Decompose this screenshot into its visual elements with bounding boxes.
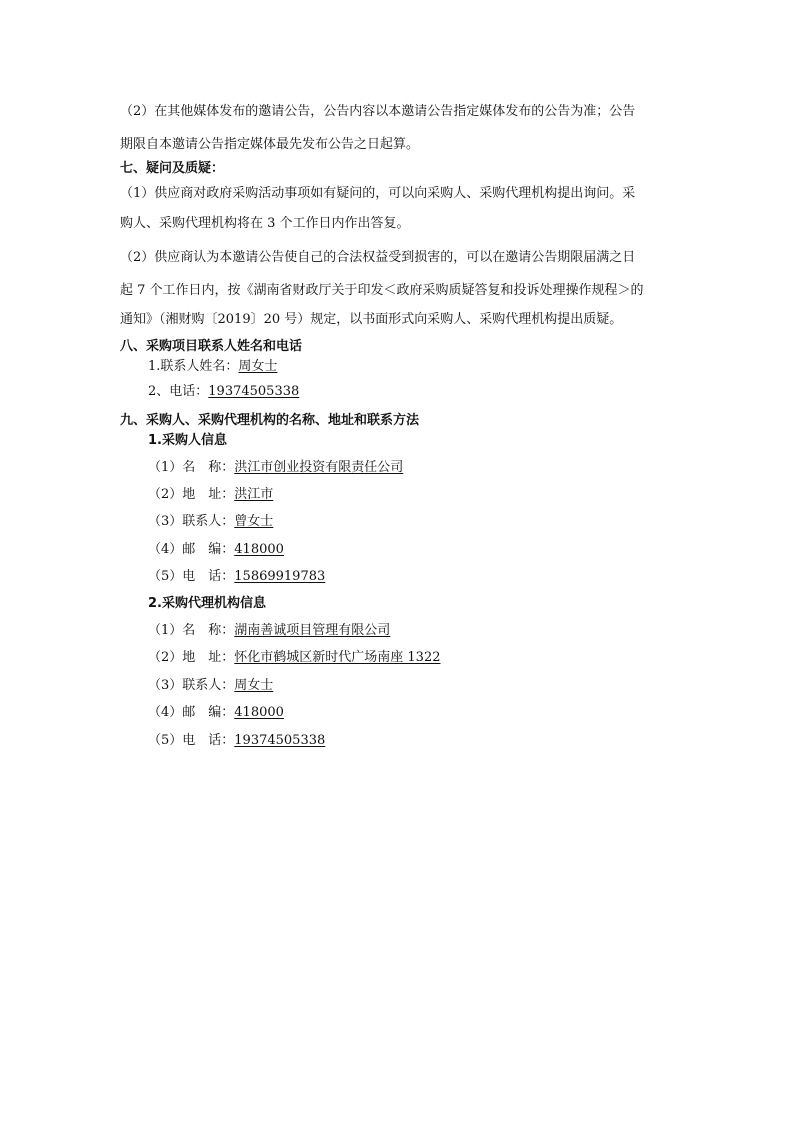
paragraph-line: 通知》（湘财购〔2019〕20 号）规定，以书面形式向采购人、采购代理机构提出质疑。 [120,312,623,327]
purchaser-phone-row [148,568,325,586]
agency-contact-row [148,677,273,695]
purchaser-address-row [148,486,273,504]
section-8-title: 八、采购项目联系人姓名和电话 [120,339,303,354]
field-label: （4）邮 编： [148,705,235,720]
purchaser-info-title: 1.采购人信息 [148,433,227,448]
field-label: （4）邮 编： [148,542,235,557]
paragraph-line: （1）供应商对政府采购活动事项如有疑问的，可以向采购人、采购代理机构提出询问。采 [120,186,636,201]
field-value: 周女士 [234,678,274,693]
contact-phone-label: 2、电话： [148,384,209,399]
field-value: 怀化市鹤城区新时代广场南座 1322 [234,650,441,665]
field-label: （5）电 话： [148,733,235,748]
purchaser-name-row [148,459,403,477]
paragraph-line: 起 7 个工作日内，按《湖南省财政厅关于印发＜政府采购质疑答复和投诉处理操作规程＞的 [120,283,644,298]
field-value: 湖南善诚项目管理有限公司 [234,623,391,638]
field-value: 19374505338 [234,733,326,748]
contact-name-row [148,358,277,376]
agency-phone-row [148,732,325,750]
field-value: 418000 [234,542,284,557]
contact-phone-value: 19374505338 [208,384,300,399]
field-label: （2）地 址： [148,487,235,502]
paragraph-line: 购人、采购代理机构将在 3 个工作日内作出答复。 [120,216,410,231]
field-label: （1）名 称： [148,460,235,475]
field-value: 洪江市 [234,487,274,502]
field-label: （3）联系人： [148,678,235,693]
agency-postcode-row [148,704,284,722]
agency-address-row [148,649,441,667]
field-label: （5）电 话： [148,569,235,584]
contact-name-label: 1.联系人姓名： [148,359,239,374]
section-9-title: 九、采购人、采购代理机构的名称、地址和联系方法 [120,413,420,428]
field-label: （3）联系人： [148,514,235,529]
field-value: 418000 [234,705,284,720]
contact-phone-row [148,383,299,401]
purchaser-postcode-row [148,541,284,559]
purchaser-contact-row [148,513,273,531]
field-value: 洪江市创业投资有限责任公司 [234,460,404,475]
paragraph-line: 期限自本邀请公告指定媒体最先发布公告之日起算。 [120,137,420,152]
field-label: （2）地 址： [148,650,235,665]
section-7-title: 七、疑问及质疑： [120,161,225,176]
agency-name-row [148,622,390,640]
agency-info-title: 2.采购代理机构信息 [148,596,266,611]
contact-name-value: 周女士 [238,359,278,374]
field-value: 曾女士 [234,514,274,529]
paragraph-line: （2）供应商认为本邀请公告使自己的合法权益受到损害的，可以在邀请公告期限届满之日 [120,250,636,265]
field-label: （1）名 称： [148,623,235,638]
field-value: 15869919783 [234,569,326,584]
paragraph-line: （2）在其他媒体发布的邀请公告，公告内容以本邀请公告指定媒体发布的公告为准；公告 [120,104,636,119]
